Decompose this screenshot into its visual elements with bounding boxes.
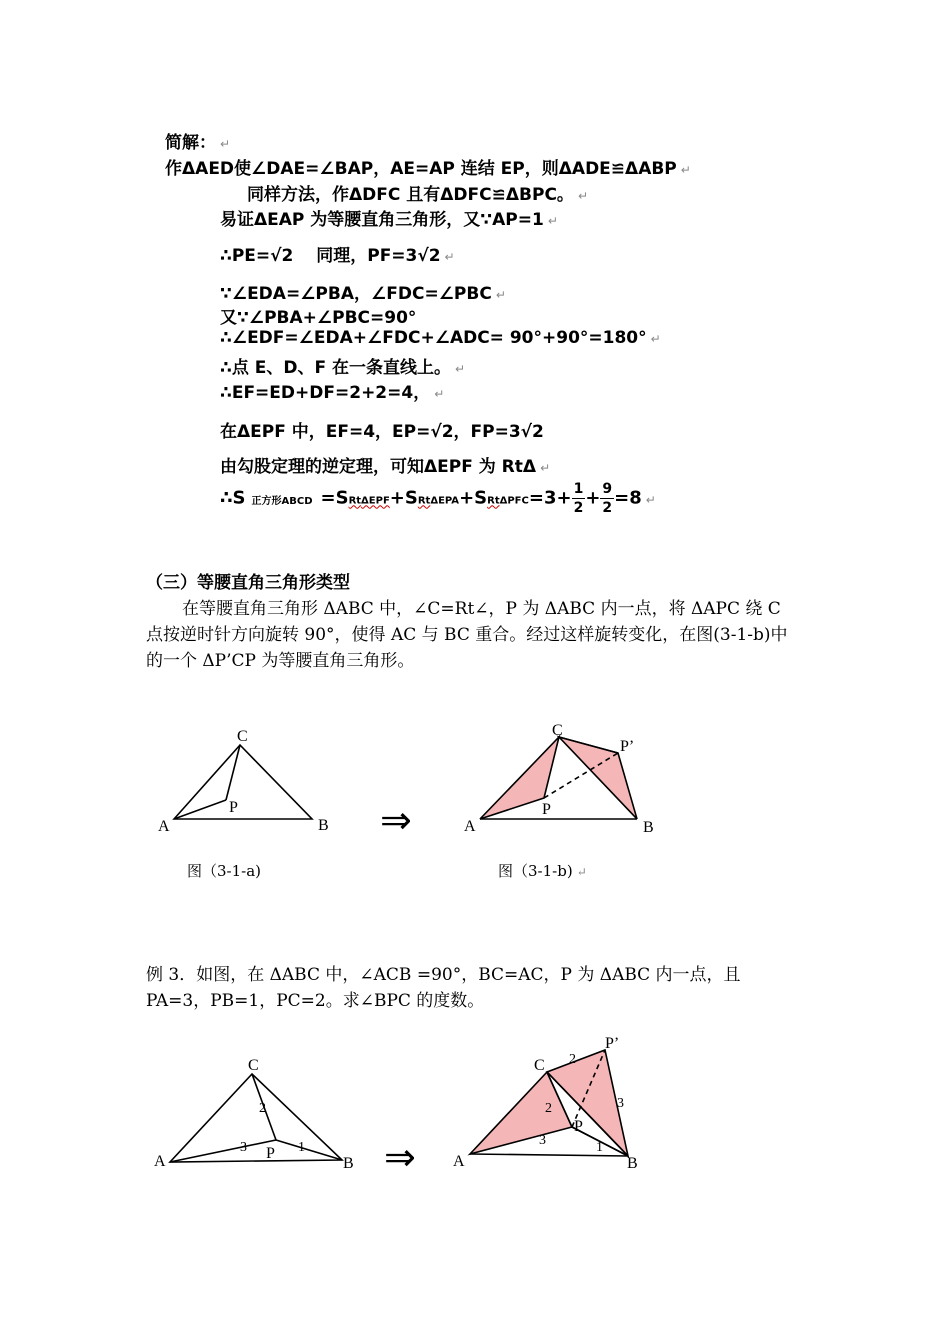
area-result: =8 <box>614 487 642 509</box>
area-lhs: ∴S <box>220 487 246 509</box>
section-body-line-2: 点按逆时针方向旋转 90°，使得 AC 与 BC 重合。经过这样旋转变化，在图(3-1-b)中 <box>146 625 788 645</box>
solution-line-6: 又∵∠PBA+∠PBC=90° <box>220 308 417 328</box>
fig2l-label-c: C <box>248 1057 259 1074</box>
area-rt-3: Rt <box>487 495 500 507</box>
solution-line-4: ∴PE=√2 同理，PF=3√2 ↵ <box>220 246 455 266</box>
fig2r-label-p2: P’ <box>605 1035 620 1052</box>
fig2l-length-pa: 3 <box>240 1140 247 1155</box>
fig2r-length-cp2: 2 <box>569 1052 576 1067</box>
fig2l-length-pc: 2 <box>259 1101 266 1116</box>
solution-line-8: ∴点 E、D、F 在一条直线上。 ↵ <box>220 358 466 378</box>
example-line-2: PA=3，PB=1，PC=2。求∠BPC 的度数。 <box>146 991 485 1011</box>
area-lhs-sub: 正方形ABCD <box>251 495 313 507</box>
fig2r-length-bp2: 3 <box>617 1096 624 1111</box>
solution-line-11: 由勾股定理的逆定理，可知ΔEPF 为 RtΔ ↵ <box>220 457 551 477</box>
figure-example-3 <box>140 1030 700 1180</box>
area-formula: ∴S 正方形ABCD =SRtΔEPF+SRtΔEPA+SRtΔPFC=3+ $\frac{1}{2}$ + $\frac{9}{2}$ =8 ↵ <box>220 481 656 516</box>
fig1a-label-p: P <box>229 799 238 816</box>
area-sub-3: ΔPFC <box>499 495 529 507</box>
area-plus-1: + <box>389 487 405 509</box>
area-sub-1: ΔEPF <box>361 495 390 507</box>
area-rt-1: Rt <box>348 495 362 507</box>
section-title: （三）等腰直角三角形类型 <box>146 573 350 593</box>
fig1b-label-p: P <box>542 801 551 818</box>
section-body-line-1: 在等腰直角三角形 ΔABC 中，∠C=Rt∠，P 为 ΔABC 内一点，将 ΔAPC 绕 C <box>182 599 781 619</box>
fraction-nine-halves: $\frac{9}{2}$ <box>602 481 613 516</box>
solution-line-10: 在ΔEPF 中，EF=4，EP=√2，FP=3√2 <box>220 422 544 442</box>
figure-3-1-b <box>480 737 637 819</box>
area-eq: =S <box>320 487 349 509</box>
fig1b-label-p2: P’ <box>620 738 635 755</box>
fig1b-label-b: B <box>643 819 654 836</box>
section-body-line-3: 的一个 ΔP’CP 为等腰直角三角形。 <box>146 651 415 671</box>
fig1a-label-a: A <box>158 818 170 835</box>
fig1b-label-c: C <box>552 722 563 739</box>
fig2l-label-a: A <box>154 1153 166 1170</box>
fig1a-label-b: B <box>318 817 329 834</box>
fig2r-length-pa: 3 <box>539 1133 546 1148</box>
fig2r-label-b: B <box>627 1155 638 1172</box>
area-s-3: S <box>474 487 488 509</box>
fig2l-label-p: P <box>266 1145 275 1162</box>
solution-line-1: 作ΔAED使∠DAE=∠BAP，AE=AP 连结 EP，则ΔADE≌ΔABP ↵ <box>165 159 691 179</box>
implies-arrow-1: ⇒ <box>380 800 412 842</box>
fig2r-label-a: A <box>453 1153 465 1170</box>
fig2r-label-p: P <box>574 1118 583 1135</box>
area-const: =3+ <box>528 487 572 509</box>
fig2r-label-c: C <box>534 1057 545 1074</box>
area-sub-2: ΔEPA <box>430 495 460 507</box>
fig1a-label-c: C <box>237 728 248 745</box>
area-plus-3: + <box>585 487 601 509</box>
solution-heading: 简解： ↵ <box>165 133 231 153</box>
caption-3-1-a: 图（3-1-a) <box>187 862 262 880</box>
solution-line-7: ∴∠EDF=∠EDA+∠FDC+∠ADC= 90°+90°=180° ↵ <box>220 328 661 348</box>
fig2r-length-pc: 2 <box>545 1101 552 1116</box>
fig2l-length-pb: 1 <box>298 1140 305 1155</box>
area-s-2: S <box>404 487 418 509</box>
example-line-1: 例 3．如图，在 ΔABC 中，∠ACB =90°，BC=AC，P 为 ΔABC 内一点，且 <box>146 965 741 985</box>
fraction-one-half: $\frac{1}{2}$ <box>573 481 584 516</box>
implies-arrow-2: ⇒ <box>384 1137 416 1179</box>
fig1b-label-a: A <box>464 818 476 835</box>
solution-line-5: ∵∠EDA=∠PBA，∠FDC=∠PBC ↵ <box>220 284 506 304</box>
caption-3-1-b: 图（3-1-b) ↵ <box>498 862 587 880</box>
figure-3-1-a <box>174 745 312 819</box>
fig2l-label-b: B <box>343 1155 354 1172</box>
fig2r-length-pb: 1 <box>596 1140 603 1155</box>
area-rt-2: Rt <box>417 495 431 507</box>
solution-line-2: 同样方法，作ΔDFC 且有ΔDFC≌ΔBPC。 ↵ <box>247 185 588 205</box>
solution-line-3: 易证ΔEAP 为等腰直角三角形，又∵AP=1 ↵ <box>220 210 558 230</box>
area-plus-2: + <box>459 487 475 509</box>
solution-line-9: ∴EF=ED+DF=2+2=4， ↵ <box>220 383 445 403</box>
figure-ex3-left <box>170 1074 342 1162</box>
